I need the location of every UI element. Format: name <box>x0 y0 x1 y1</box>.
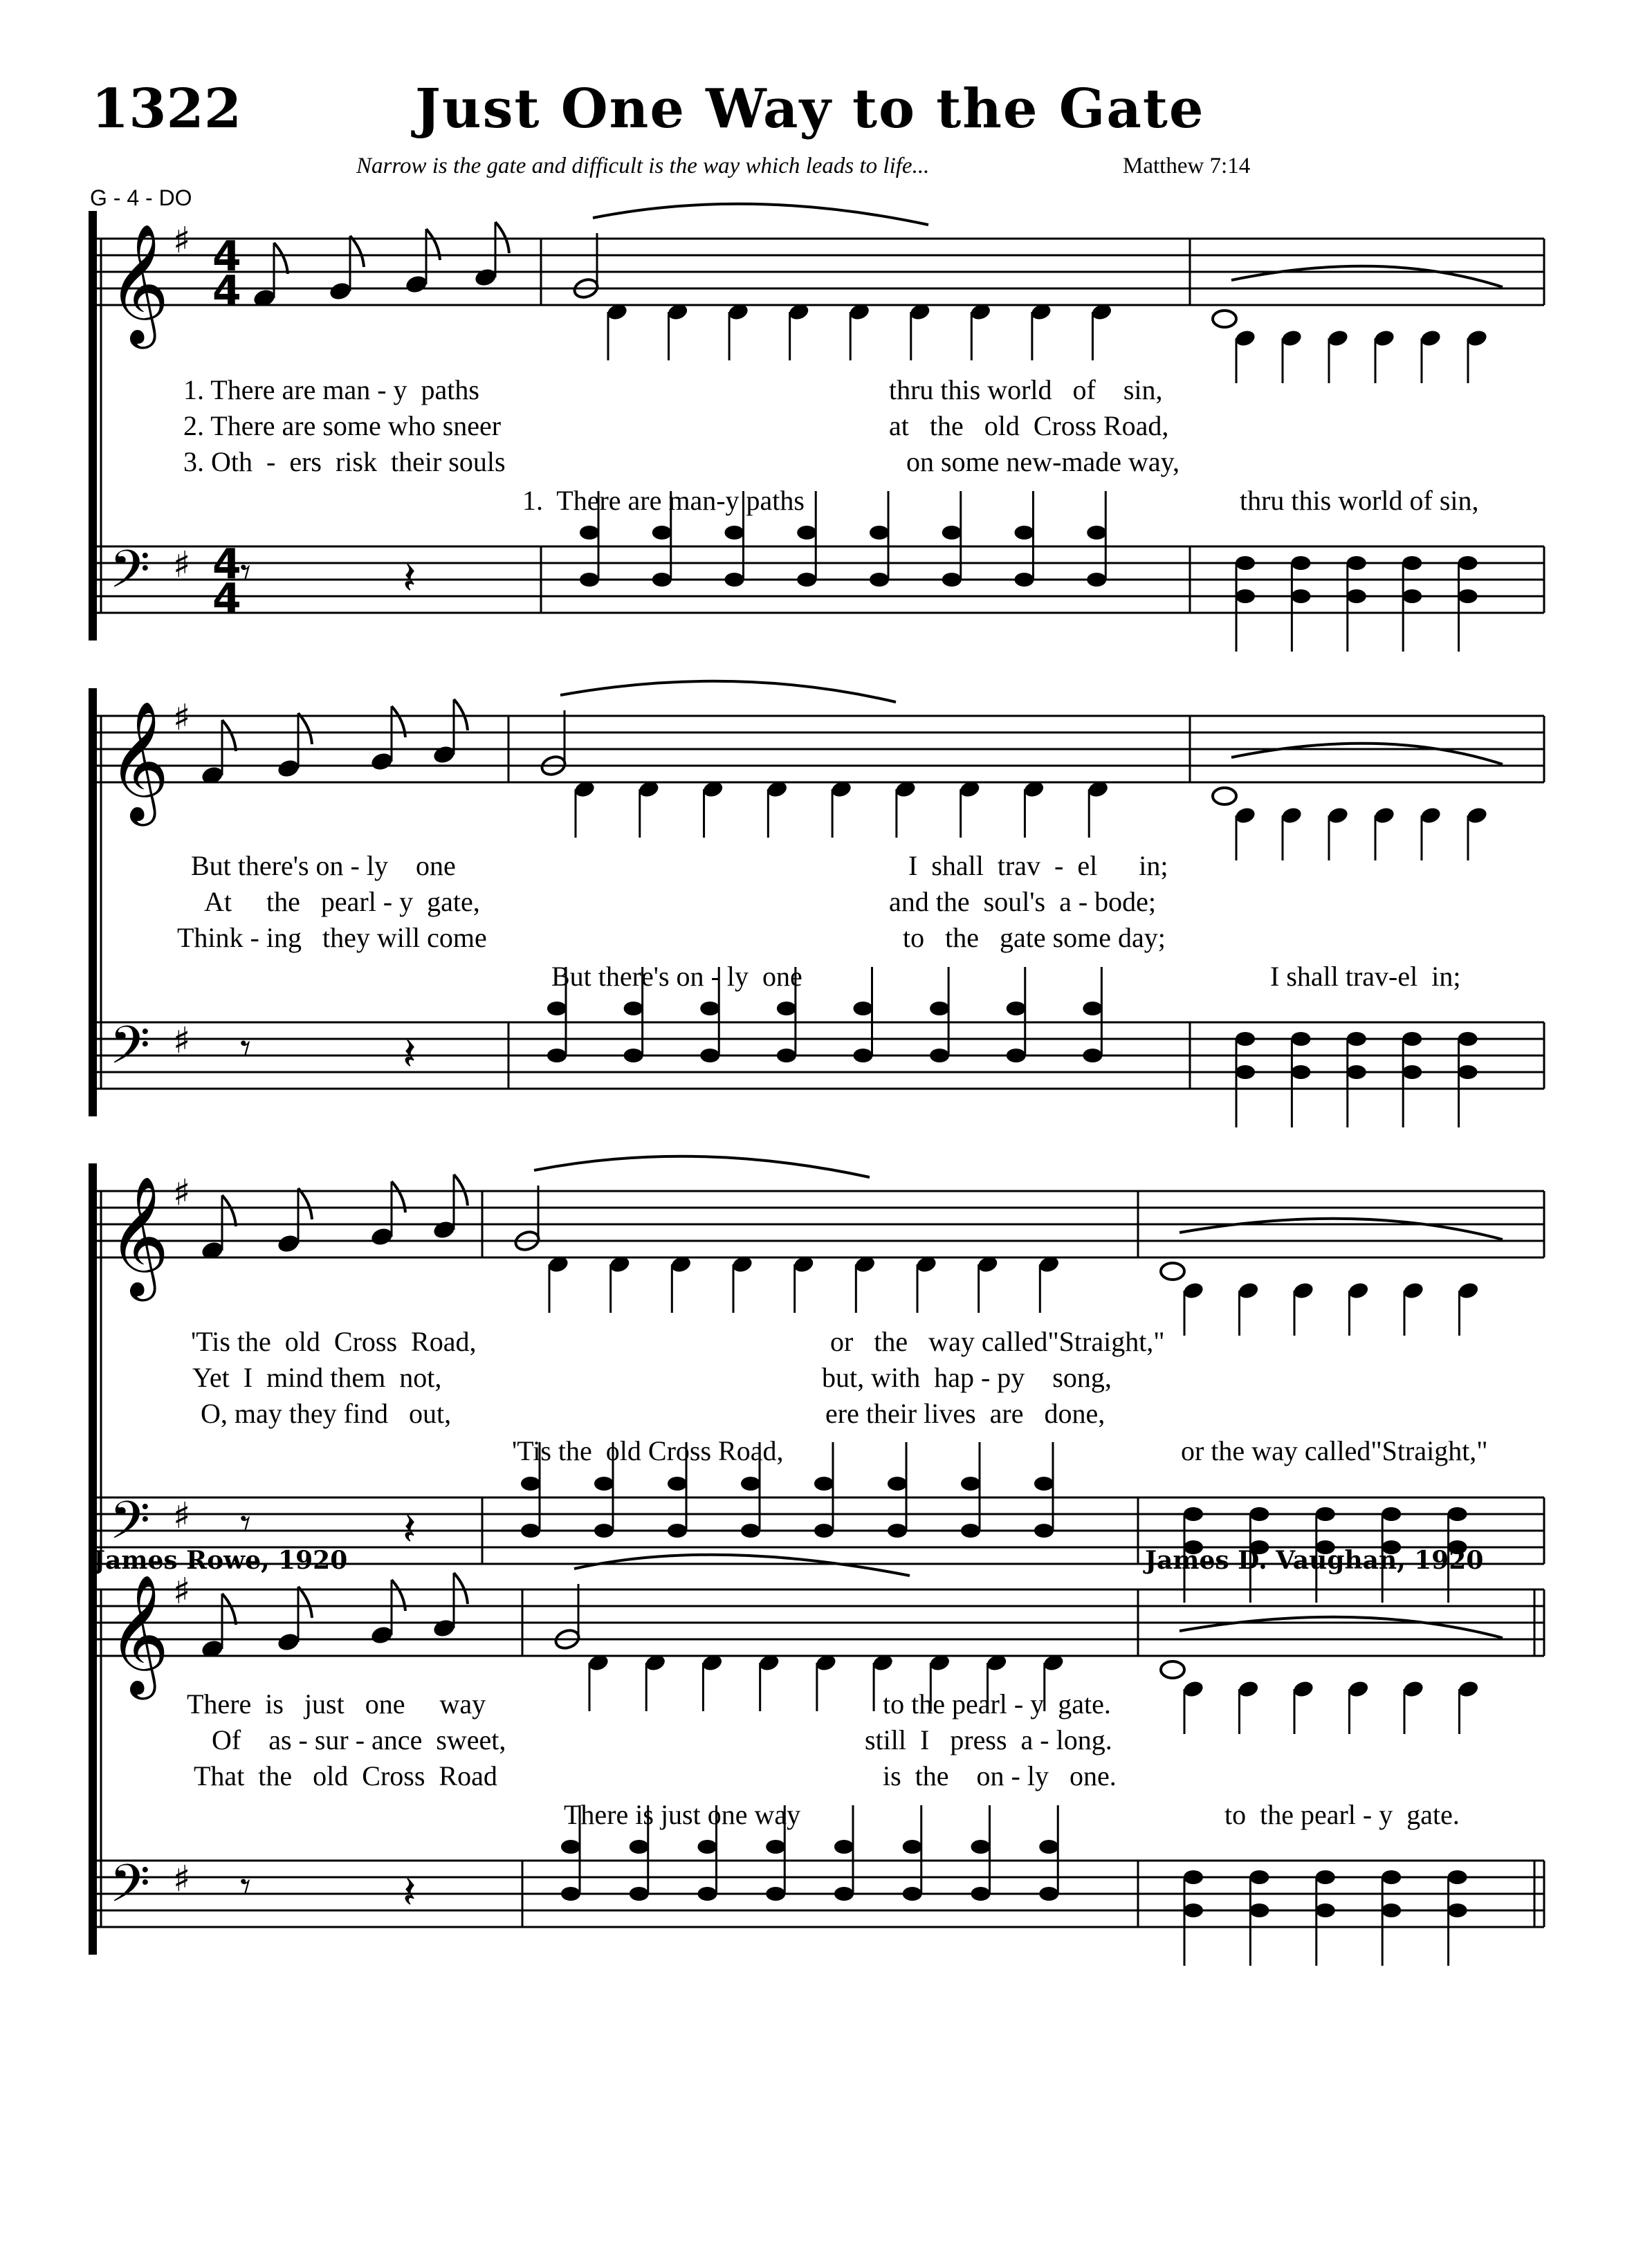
verse-2-line-3a: Yet I mind them not, <box>192 1362 442 1393</box>
note-head <box>1087 526 1106 540</box>
note-flag <box>298 1188 312 1219</box>
note-head <box>521 1524 540 1538</box>
note-head <box>1402 589 1422 603</box>
note-head <box>797 573 816 587</box>
sharp-icon: ♯ <box>173 1495 191 1537</box>
note-head <box>580 526 599 540</box>
note-head <box>930 1049 949 1062</box>
note-head <box>1083 1002 1102 1015</box>
note-head <box>834 1887 854 1901</box>
note-head <box>1039 1840 1058 1854</box>
note-head <box>766 1887 785 1901</box>
note-head <box>888 1524 907 1538</box>
note-head <box>668 1524 687 1538</box>
note-head <box>1316 1903 1335 1917</box>
note-head <box>961 1524 980 1538</box>
quarter-rest-icon: 𝄽 <box>403 1029 416 1080</box>
note-head <box>1236 1032 1255 1046</box>
note-head <box>1448 1903 1467 1917</box>
echo-line-4b: to the pearl - y gate. <box>1224 1799 1460 1830</box>
echo-line-2b: I shall trav-el in; <box>1270 961 1461 992</box>
note-head <box>1347 1065 1366 1079</box>
note-head <box>1291 1065 1310 1079</box>
note-head <box>766 1840 785 1854</box>
key-indicator: G - 4 - DO <box>90 185 192 210</box>
note-head <box>698 1887 717 1901</box>
eighth-rest-icon: 𝄾 <box>240 548 251 597</box>
treble-clef-icon: 𝄞 <box>108 1176 169 1296</box>
half-note-head <box>1161 1263 1184 1280</box>
sharp-icon: ♯ <box>173 697 191 739</box>
note-head <box>624 1049 643 1062</box>
note-head <box>1236 556 1255 570</box>
system-bracket <box>89 688 97 1116</box>
verse-2-line-4a: Of as - sur - ance sweet, <box>212 1724 506 1755</box>
note-head <box>1015 526 1034 540</box>
note-head <box>903 1840 922 1854</box>
scripture-reference: Matthew 7:14 <box>1123 154 1251 178</box>
eighth-rest-icon: 𝄾 <box>240 1500 251 1548</box>
quarter-rest-icon: 𝄽 <box>403 1504 416 1556</box>
note-head <box>652 573 672 587</box>
time-signature-top: 4 <box>212 232 241 281</box>
bass-clef-icon: 𝄢 <box>109 539 151 613</box>
note-head <box>547 1049 567 1062</box>
sharp-icon: ♯ <box>173 1859 191 1900</box>
note-head <box>630 1840 649 1854</box>
note-head <box>1458 1032 1478 1046</box>
verse-2-line-2b: and the soul's a - bode; <box>889 886 1157 917</box>
note-flag <box>222 1594 236 1625</box>
quarter-rest-icon: 𝄽 <box>403 553 416 605</box>
echo-line-1b: thru this world of sin, <box>1240 485 1479 516</box>
echo-line-3b: or the way called"Straight," <box>1181 1435 1488 1466</box>
verse-1-line-3b: or the way called"Straight," <box>830 1326 1165 1357</box>
note-head <box>1458 1065 1478 1079</box>
note-head <box>854 1002 873 1015</box>
sharp-icon: ♯ <box>173 220 191 261</box>
note-head <box>1007 1002 1026 1015</box>
note-head <box>725 526 744 540</box>
note-head <box>652 526 672 540</box>
note-head <box>1249 1507 1269 1521</box>
verse-1-line-2b: I shall trav - el in; <box>908 850 1168 881</box>
treble-clef-icon: 𝄞 <box>108 701 169 821</box>
note-head <box>1236 589 1255 603</box>
sharp-icon: ♯ <box>173 1571 191 1612</box>
note-head <box>1291 589 1310 603</box>
note-head <box>971 1887 991 1901</box>
note-head <box>1184 1903 1203 1917</box>
note-head <box>942 526 962 540</box>
note-flag <box>222 1195 236 1226</box>
note-head <box>1087 573 1106 587</box>
note-head <box>903 1887 922 1901</box>
sharp-icon: ♯ <box>173 1020 191 1062</box>
hymn-number: 1322 <box>91 77 242 140</box>
verse-1-line-1a: 1. There are man - y paths <box>183 374 479 405</box>
verse-3-line-1b: on some new-made way, <box>906 446 1180 477</box>
note-head <box>777 1049 796 1062</box>
note-head <box>698 1840 717 1854</box>
tie <box>1231 744 1503 764</box>
note-head <box>1236 1065 1255 1079</box>
note-head <box>1316 1507 1335 1521</box>
note-head <box>725 573 744 587</box>
note-flag <box>274 243 288 274</box>
eighth-rest-icon: 𝄾 <box>240 1863 251 1911</box>
note-head <box>814 1524 834 1538</box>
note-head <box>1347 589 1366 603</box>
note-head <box>594 1477 614 1491</box>
bass-clef-icon: 𝄢 <box>109 1015 151 1089</box>
note-head <box>1402 1032 1422 1046</box>
note-head <box>1316 1870 1335 1884</box>
note-head <box>1184 1507 1203 1521</box>
tie <box>534 1156 870 1177</box>
verse-2-line-3b: but, with hap - py song, <box>822 1362 1112 1393</box>
bass-clef-icon: 𝄢 <box>109 1853 151 1927</box>
system-bracket <box>89 211 97 640</box>
tie <box>1231 266 1503 287</box>
note-head <box>1402 556 1422 570</box>
note-head <box>797 526 816 540</box>
note-head <box>561 1840 580 1854</box>
note-head <box>930 1002 949 1015</box>
verse-1-line-4a: There is just one way <box>187 1688 486 1720</box>
eighth-rest-icon: 𝄾 <box>240 1024 251 1073</box>
note-head <box>888 1477 907 1491</box>
tie <box>1180 1617 1503 1638</box>
note-head <box>624 1002 643 1015</box>
verse-1-line-3a: 'Tis the old Cross Road, <box>191 1326 477 1357</box>
verse-2-line-1a: 2. There are some who sneer <box>183 410 502 441</box>
echo-line-1a: 1. There are man-y paths <box>522 485 805 516</box>
note-head <box>1458 589 1478 603</box>
note-head <box>1382 1903 1401 1917</box>
verse-1-line-2a: But there's on - ly one <box>191 850 456 881</box>
system-bracket <box>89 1562 97 1955</box>
note-head <box>1382 1507 1401 1521</box>
note-head <box>1015 573 1034 587</box>
echo-line-4a: There is just one way <box>564 1799 801 1830</box>
treble-clef-icon: 𝄞 <box>108 223 169 344</box>
words-credit: James Rowe, 1920 <box>93 1546 348 1575</box>
note-head <box>1347 556 1366 570</box>
note-head <box>1039 1887 1058 1901</box>
note-head <box>741 1524 760 1538</box>
time-signature-top: 4 <box>212 540 241 589</box>
note-head <box>594 1524 614 1538</box>
music-credit: James D. Vaughan, 1920 <box>1145 1546 1484 1575</box>
note-head <box>700 1002 719 1015</box>
note-flag <box>298 1587 312 1618</box>
note-flag <box>298 713 312 744</box>
verse-3-line-2b: to the gate some day; <box>903 922 1166 953</box>
scripture-quote: Narrow is the gate and difficult is the way which leads to life... <box>356 154 930 178</box>
note-head <box>971 1840 991 1854</box>
verse-3-line-4a: That the old Cross Road <box>194 1760 497 1791</box>
note-head <box>1007 1049 1026 1062</box>
sharp-icon: ♯ <box>173 544 191 586</box>
note-head <box>834 1840 854 1854</box>
note-head <box>1291 556 1310 570</box>
verse-2-line-1b: at the old Cross Road, <box>889 410 1169 441</box>
verse-2-line-4b: still I press a - long. <box>865 1724 1112 1755</box>
note-head <box>700 1049 719 1062</box>
note-head <box>854 1049 873 1062</box>
note-head <box>1402 1065 1422 1079</box>
note-head <box>1034 1524 1054 1538</box>
note-flag <box>222 720 236 751</box>
verse-3-line-2a: Think - ing they will come <box>177 922 487 953</box>
half-note-head <box>1213 788 1236 804</box>
note-head <box>668 1477 687 1491</box>
note-head <box>814 1477 834 1491</box>
echo-line-3a: 'Tis the old Cross Road, <box>512 1435 784 1466</box>
verse-2-line-2a: At the pearl - y gate, <box>204 886 480 917</box>
note-head <box>741 1477 760 1491</box>
tie <box>560 681 896 702</box>
quarter-rest-icon: 𝄽 <box>403 1868 416 1919</box>
system-bracket <box>89 1163 97 1592</box>
note-head <box>942 573 962 587</box>
note-head <box>580 573 599 587</box>
note-head <box>1448 1870 1467 1884</box>
note-head <box>961 1477 980 1491</box>
note-head <box>1458 556 1478 570</box>
note-head <box>1083 1049 1102 1062</box>
treble-clef-icon: 𝄞 <box>108 1574 169 1695</box>
tie <box>593 204 928 225</box>
note-flag <box>350 236 364 267</box>
verse-1-line-1b: thru this world of sin, <box>889 374 1163 405</box>
note-head <box>1448 1507 1467 1521</box>
note-head <box>1347 1032 1366 1046</box>
note-head <box>1291 1032 1310 1046</box>
note-head <box>1249 1870 1269 1884</box>
half-note-head <box>1213 311 1236 327</box>
note-head <box>870 526 889 540</box>
tie <box>1180 1219 1503 1239</box>
time-signature-bottom: 4 <box>212 575 241 623</box>
verse-1-line-4b: to the pearl - y gate. <box>883 1688 1111 1720</box>
bass-clef-icon: 𝄢 <box>109 1490 151 1564</box>
verse-3-line-1a: 3. Oth - ers risk their souls <box>183 446 506 477</box>
note-head <box>547 1002 567 1015</box>
note-head <box>630 1887 649 1901</box>
half-note-head <box>1161 1661 1184 1678</box>
note-head <box>521 1477 540 1491</box>
note-head <box>1184 1870 1203 1884</box>
verse-3-line-3b: ere their lives are done, <box>825 1398 1105 1429</box>
hymn-title: Just One Way to the Gate <box>415 77 1205 140</box>
time-signature-bottom: 4 <box>212 267 241 315</box>
verse-3-line-4b: is the on - ly one. <box>883 1760 1117 1791</box>
verse-3-line-3a: O, may they find out, <box>201 1398 452 1429</box>
note-head <box>1382 1870 1401 1884</box>
note-head <box>777 1002 796 1015</box>
echo-line-2a: But there's on - ly one <box>551 961 802 992</box>
note-head <box>870 573 889 587</box>
tie <box>574 1555 910 1576</box>
note-head <box>561 1887 580 1901</box>
note-head <box>1034 1477 1054 1491</box>
note-head <box>1249 1903 1269 1917</box>
sharp-icon: ♯ <box>173 1172 191 1214</box>
